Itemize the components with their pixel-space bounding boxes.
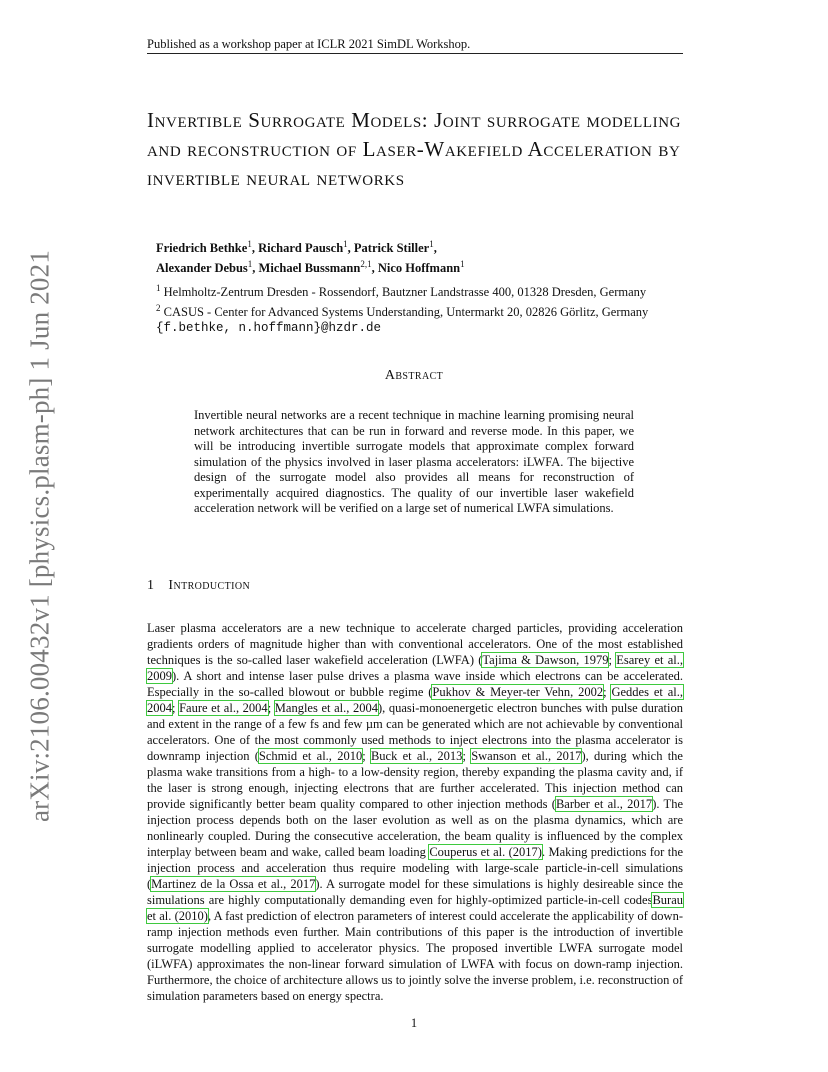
citation-link[interactable]: Esarey et al., 2009 — [147, 653, 683, 683]
arxiv-identifier: arXiv:2106.00432v1 [physics.plasm-ph] 1 Jun 2021 — [24, 249, 55, 823]
author-name: Friedrich Bethke — [156, 241, 248, 256]
author-affiliation-mark: 1 — [247, 239, 252, 249]
affiliation-number: 1 — [156, 283, 161, 293]
body-text-segment: . Making predictions for the injection process and acceleration thus require modeling with large-scale particle-in-cell simulations ( — [147, 845, 683, 891]
body-text-segment: ; — [603, 685, 612, 699]
body-text-segment: ), quasi-monoenergetic electron bunches with pulse duration and extent in the range of a few fs and few µm can be generated which are not achievable by conventional accelerators. One of the most commonly used methods to inject electrons into the plasma accelerator is downramp injection ( — [147, 701, 683, 763]
affiliation-text: CASUS - Center for Advanced Systems Understanding, Untermarkt 20, 02826 Görlitz, Germany — [163, 305, 649, 320]
body-text-segment: ; — [608, 653, 617, 667]
affiliation-line — [156, 300, 696, 320]
citation-link[interactable]: Burau et al. (2010) — [147, 893, 683, 923]
author-name: Alexander Debus — [156, 261, 248, 276]
author-affiliation-mark: 2,1 — [360, 259, 372, 270]
citation-link[interactable]: Faure et al., 2004 — [179, 701, 268, 715]
author-name: Michael Bussmann — [258, 261, 361, 276]
affiliations — [156, 280, 696, 336]
section-title: Introduction — [168, 578, 251, 593]
author-affiliation-mark: 1 — [429, 239, 434, 249]
contact-email[interactable]: {f.bethke, n.hoffmann}@hzdr.de — [156, 321, 382, 336]
body-text-segment: ), during which the plasma wake transitions from a high- to a low-density region, thereby expanding the plasma cavity and, if the laser is strong enough, injecting electrons that are further accelerated. This injection method can provide significantly better beam quality compared to other injection methods ( — [147, 749, 683, 811]
body-text-segment: ; — [267, 701, 275, 715]
section-heading — [147, 578, 683, 594]
section-number: 1 — [147, 578, 155, 593]
running-header: Published as a workshop paper at ICLR 2021 SimDL Workshop. — [147, 37, 471, 51]
abstract-heading: Abstract — [384, 368, 444, 383]
header-rule — [147, 53, 683, 54]
author-name: Patrick Stiller — [353, 241, 430, 256]
paper-title: Invertible Surrogate Models: Joint surrogate modelling and reconstruction of Laser-Wakefield Acceleration by invertible neural networks — [147, 108, 682, 190]
citation-link[interactable]: Geddes et al., 2004 — [147, 685, 683, 715]
body-text-segment: ; — [462, 749, 472, 763]
body-text-segment: ). A short and intense laser pulse drives a plasma wave inside which electrons can be accelerated. Especially in the so-called blowout or bubble regime ( — [147, 669, 683, 699]
affiliation-number: 2 — [156, 303, 161, 314]
citation-link[interactable]: Mangles et al., 2004 — [274, 701, 378, 715]
author-affiliation-mark: 1 — [247, 259, 253, 270]
citation-link[interactable]: Schmid et al., 2010 — [258, 749, 363, 763]
citation-link[interactable]: Buck et al., 2013 — [370, 749, 463, 763]
author-list: Friedrich Bethke$^1$, Richard Pausch$^1$, Patrick Stiller$^1$, Alexander Debus$^1$, Michael Bussmann$^{2,1}$, Nico Hoffmann$^1$ — [156, 239, 465, 276]
author-name: Nico Hoffmann — [377, 261, 461, 276]
page-number: 1 — [410, 1016, 418, 1030]
body-text-segment: ; — [172, 701, 180, 715]
author-name: Richard Pausch — [258, 241, 344, 256]
body-text-segment: Laser plasma accelerators are a new technique to accelerate charged particles, providing acceleration gradients orders of magnitude higher than with conventional accelerators. One of the most established techniques is the so-called laser wakefield acceleration (LWFA) ( — [147, 621, 683, 667]
citation-link[interactable]: Swanson et al., 2017 — [471, 749, 582, 763]
citation-link[interactable]: Martinez de la Ossa et al., 2017 — [151, 877, 316, 891]
body-text-segment: , A fast prediction of electron parameters of interest could accelerate the applicability of down-ramp injection methods even further. Main contributions of this paper is the introduction of invertible surrogate modelling applied to accelerator physics. The proposed invertible LWFA surrogate model (iLWFA) approximates the non-linear forward simulation of LWFA with focus on down-ramp injection. Furthermore, the choice of architecture allows us to jointly solve the inverse problem, i.e. reconstruction of simulation parameters based on energy spectra. — [147, 909, 683, 1003]
citation-link[interactable]: Couperus et al. (2017) — [429, 845, 542, 859]
introduction-paragraph — [147, 620, 683, 1004]
affiliation-line — [156, 280, 696, 300]
body-text-segment: ; — [362, 749, 371, 763]
affiliation-text: Helmholtz-Zentrum Dresden - Rossendorf, Bautzner Landstrasse 400, 01328 Dresden, Germany — [163, 285, 647, 300]
citation-link[interactable]: Tajima & Dawson, 1979 — [482, 653, 609, 667]
abstract-text: Invertible neural networks are a recent technique in machine learning promising neural network architectures that can be run in forward and reverse mode. In this paper, we will be introducing invertible surrogate models that approximate complex forward simulation of the physics involved in laser plasma accelerators: iLWFA. The bijective design of the surrogate model also provides all means for reconstruction of experimentally acquired diagnostics. The quality of our invertible laser wakefield acceleration network will be verified on a large set of numerical LWFA simulations. — [194, 408, 634, 515]
body-text-segment: ). The injection process depends both on the laser evolution as well as on the plasma dynamics, which are nonlinearly coupled. During the consecutive acceleration, the beam quality is influenced by the complex interplay between beam and wake, called beam loading — [147, 797, 683, 859]
citation-link[interactable]: Barber et al., 2017 — [555, 797, 653, 811]
author-affiliation-mark: 1 — [343, 239, 348, 249]
author-affiliation-mark: 1 — [460, 259, 465, 270]
body-text-segment: ). A surrogate model for these simulations is highly desireable since the simulations are highly computationally demanding even for highly-optimized particle-in-cell codes — [147, 877, 683, 907]
citation-link[interactable]: Pukhov & Meyer-ter Vehn, 2002 — [432, 685, 604, 699]
